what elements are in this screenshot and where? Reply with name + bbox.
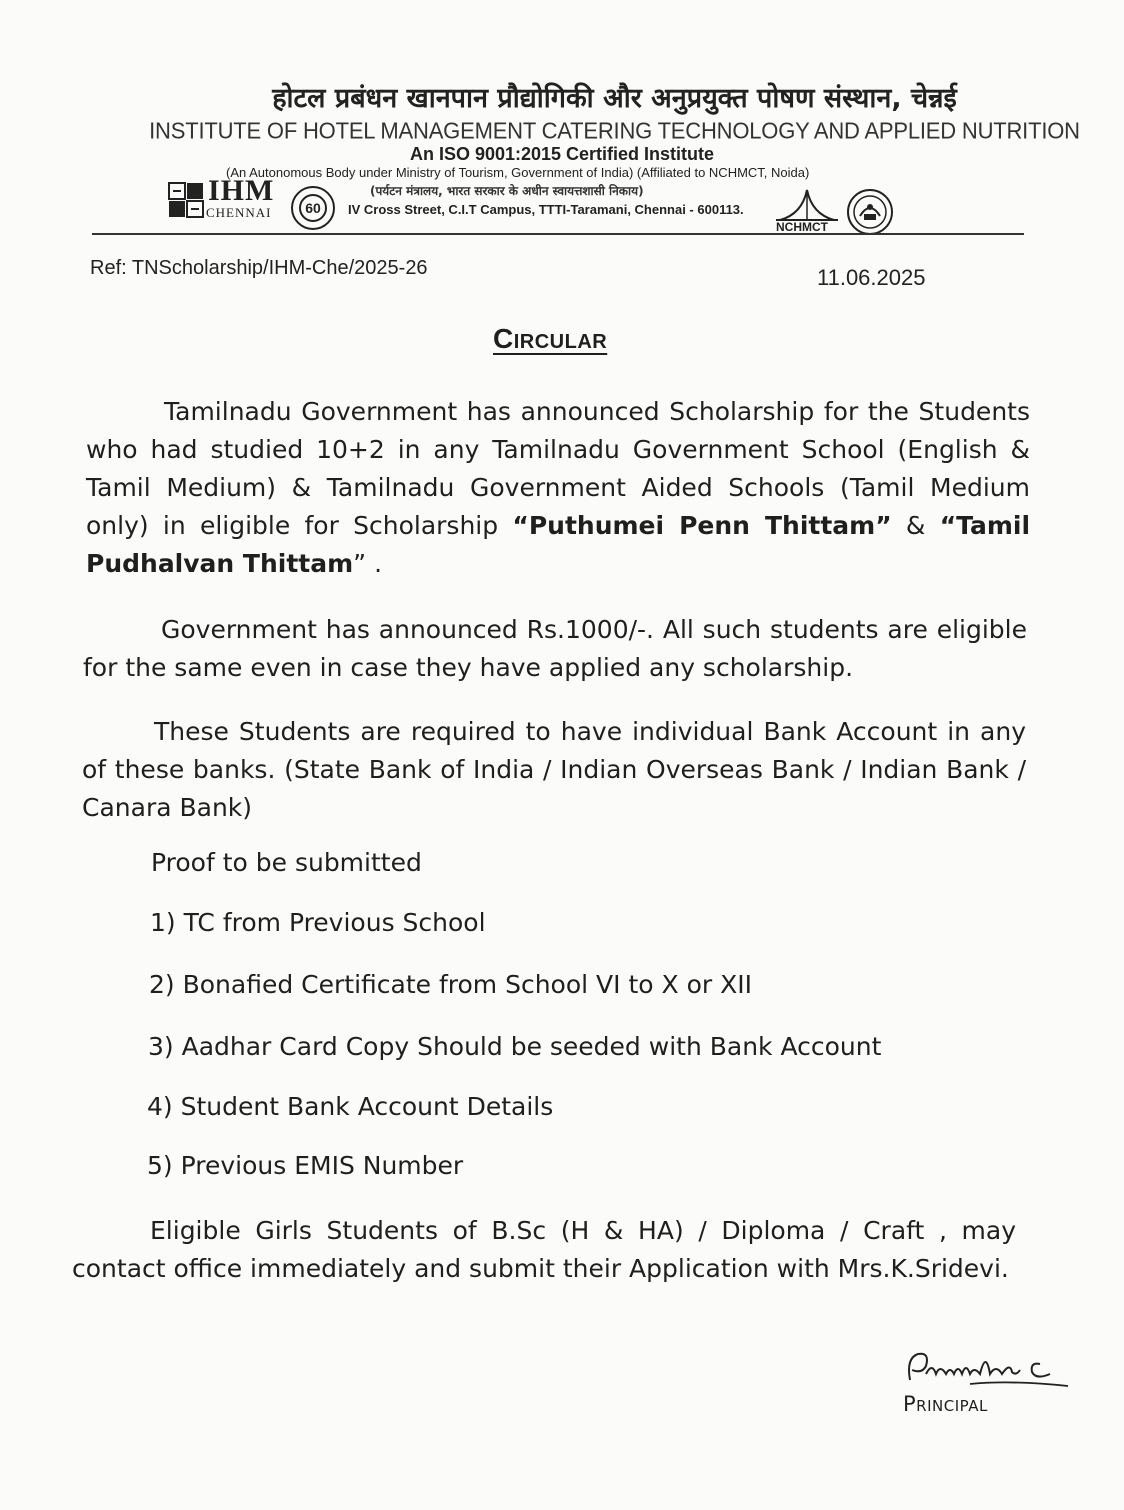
proof-item: 3) Aadhar Card Copy Should be seeded with Bank Account <box>148 1032 882 1061</box>
scheme-name-pudhalvan: “Tamil Pudhalvan Thittam <box>86 511 1031 578</box>
circular-title: Circular <box>493 323 608 354</box>
paragraph-bank-account <box>82 713 1026 827</box>
proof-item: 1) TC from Previous School <box>150 908 486 937</box>
principal-designation: Principal <box>903 1392 988 1416</box>
paragraph-scholarship-announcement <box>86 393 1030 583</box>
institute-name-english: INSTITUTE OF HOTEL MANAGEMENT CATERING TECHNOLOGY AND APPLIED NUTRITION <box>149 117 1080 144</box>
p3-text: These Students are required to have individual Bank Account in any of these banks. (State Bank of India / Indian Overseas Bank / Indian Bank / Canara Bank) <box>82 717 1026 822</box>
institute-address: IV Cross Street, C.I.T Campus, TTTI-Taramani, Chennai - 600113. <box>348 202 744 217</box>
hindi-subline: (पर्यटन मंत्रालय, भारत सरकार के अधीन स्वायत्तशासी निकाय) <box>370 184 644 198</box>
paragraph-contact <box>72 1212 1016 1288</box>
institute-name-hindi: होटल प्रबंधन खानपान प्रौद्योगिकी और अनुप्रयुक्त पोषण संस्थान, चेन्नई <box>272 83 957 114</box>
principal-signature <box>900 1340 1080 1400</box>
p1-end: ” . <box>353 549 383 578</box>
ihm-logo-text: IHM <box>208 174 275 207</box>
circular-date: 11.06.2025 <box>817 265 926 290</box>
iso-certification-line: An ISO 9001:2015 Certified Institute <box>409 144 715 164</box>
ihm-logo-icon <box>168 182 204 218</box>
p1-text: Tamilnadu Government has announced Scholarship for the Students who had studied 10+2 in any Tamilnadu Government School (English & Tamil Medium) & Tamilnadu Government Aided Schools (Tamil Medium only) in eligible for Scholarship <box>86 397 1030 540</box>
proof-item: 5) Previous EMIS Number <box>147 1151 464 1180</box>
reference-number: Ref: TNScholarship/IHM-Che/2025-26 <box>90 257 428 279</box>
letterhead-divider <box>92 233 1024 235</box>
paragraph-amount <box>83 611 1027 687</box>
p1-ampersand: & <box>891 511 940 540</box>
sixty-badge-text: 60 <box>305 200 321 216</box>
proof-heading: Proof to be submitted <box>151 848 422 877</box>
nchmct-logo-text: NCHMCT <box>776 220 828 234</box>
proof-item: 4) Student Bank Account Details <box>147 1092 554 1121</box>
proof-item: 2) Bonafied Certificate from School VI to X or XII <box>149 970 752 999</box>
chennai-logo-text: CHENNAI <box>206 205 272 220</box>
emblem-seal-icon <box>846 188 894 236</box>
p4-text: Eligible Girls Students of B.Sc (H & HA) / Diploma / Craft , may contact office immediately and submit their Application with Mrs.K.Sridevi. <box>72 1216 1016 1283</box>
p2-text: Government has announced Rs.1000/-. All such students are eligible for the same even in case they have applied any scholarship. <box>83 615 1027 682</box>
sixty-years-badge-icon <box>290 185 336 231</box>
scheme-name-puthumei: “Puthumei Penn Thittam” <box>512 511 892 540</box>
autonomous-body-line: (An Autonomous Body under Ministry of Tourism, Government of India) (Affiliated to NCHMCT, Noida) <box>226 165 810 180</box>
